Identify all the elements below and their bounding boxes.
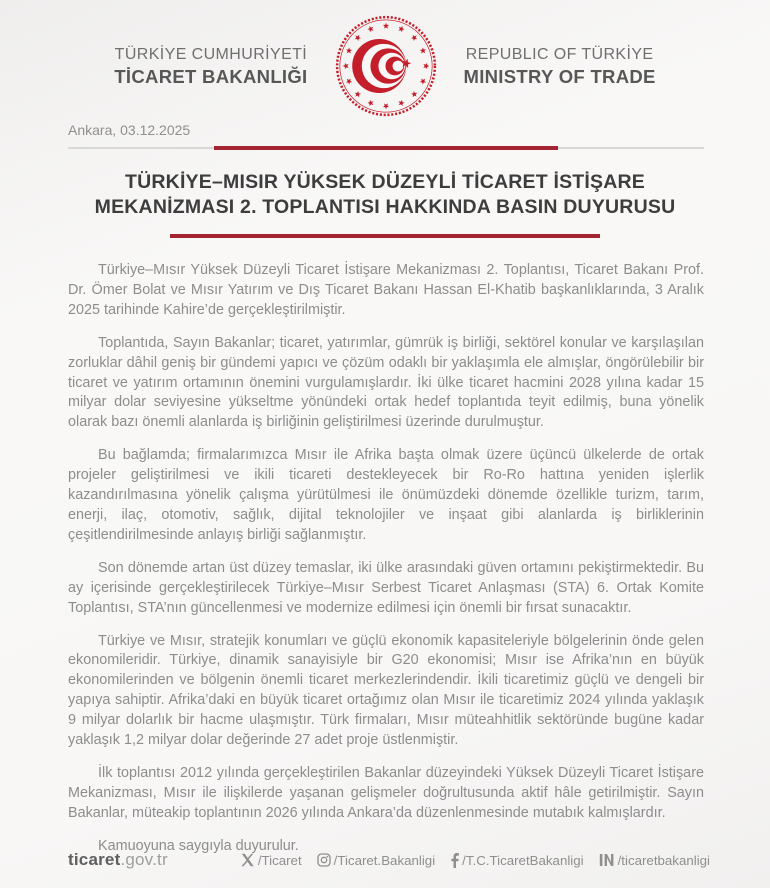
ministry-of-trade-emblem-icon [334, 14, 438, 118]
org-name-en-line2: MINISTRY OF TRADE [463, 66, 656, 87]
header-divider-red [214, 146, 558, 150]
header [0, 0, 770, 118]
facebook-icon [450, 853, 459, 868]
press-release-body [68, 261, 704, 857]
social-link-nsosyal[interactable] [599, 853, 710, 868]
social-link-x[interactable] [241, 853, 302, 868]
org-name-turkish [114, 44, 307, 88]
paragraph: Son dönemde artan üst düzey temaslar, iki ülke arasındaki güven ortamını pekiştirmektedir. Bu ay içerisinde gerçekleştirilecek Türkiye–Mısır Serbest Ticaret Anlaşması (STA) 6. Ortak Komite Toplantısı, STA’nın güncellenmesi ve modernize edilmesi için önemli bir fırsat sunacaktır. [68, 559, 704, 616]
x-icon [241, 853, 255, 867]
dateline: Ankara, 03.12.2025 [68, 122, 191, 138]
title-underline-rule [170, 234, 600, 238]
page-title-line2: MEKANİZMASI 2. TOPLANTISI HAKKINDA BASIN DUYURUSU [94, 195, 676, 218]
social-link-instagram[interactable] [317, 853, 436, 868]
social-handle: /ticaretbakanligi [617, 852, 710, 868]
instagram-icon [317, 853, 331, 867]
org-name-tr-line1: TÜRKİYE CUMHURİYETİ [114, 46, 308, 63]
paragraph: İlk toplantısı 2012 yılında gerçekleştirilen Bakanlar düzeyindeki Yüksek Düzeyli Ticaret İstişare Mekanizması, Mısır ile ilişkilerde yaşanan gelişmeler doğrultusunda aktif hâle getirilmiştir. Sayın Bakanlar, müteakip toplantının 2026 yılında Ankara’da düzenlenmesinde mutabık kalmışlardır. [68, 764, 704, 821]
page-title-line1: TÜRKİYE–MISIR YÜKSEK DÜZEYLİ TİCARET İSTİŞARE [124, 171, 646, 193]
social-links [241, 853, 710, 868]
website-bold-part: ticaret [68, 850, 121, 869]
social-handle: /Ticaret.Bakanligi [333, 852, 436, 868]
org-name-english [464, 44, 656, 88]
social-handle: /T.C.TicaretBakanligi [462, 852, 584, 868]
website-rest-part: .gov.tr [120, 850, 168, 869]
org-name-tr-line2: TİCARET BAKANLIĞI [114, 66, 308, 87]
paragraph: Bu bağlamda; firmalarımızca Mısır ile Afrika başta olmak üzere üçüncü ülkelerde de ortak projeler geliştirilmesi ve ikili ticareti destekleyecek bir Ro-Ro hattına yeniden işlerlik kazandırılmasına yönelik çalışma yürütülmesi ile önümüzdeki dönemde özellikle turizm, tarım, enerji, ilaç, otomotiv, sağlık, dijital teknolojiler ve inşaat gibi alanlarda iş birliklerinin çeşitlendirilmesinde anlayış birliği sağlanmıştır. [68, 447, 704, 543]
paragraph: Türkiye ve Mısır, stratejik konumları ve güçlü ekonomik kapasiteleriyle bölgelerinin önde gelen ekonomileridir. Türkiye, dinamik sanayisiyle bir G20 ekonomisi; Mısır ise Afrika’nın en büyük ekonomilerinden ve bölgenin önemli ticaret merkezlerindendir. İkili ticaretimiz güçlü ve dengeli bir yapıya sahiptir. Afrika’daki en büyük ticaret ortağımız olan Mısır ile ticaretimiz 2024 yılında yaklaşık 9 milyar dolarlık bir hacme ulaşmıştır. Türk firmaları, Mısır müteahhitlik sektöründe bugüne kadar yaklaşık 1,2 milyar dolar değerinde 27 adet proje üstlenmiştir. [68, 632, 704, 749]
website-link[interactable] [68, 850, 168, 870]
nsosyal-icon [599, 853, 615, 867]
paragraph: Türkiye–Mısır Yüksek Düzeyli Ticaret İstişare Mekanizması 2. Toplantısı, Ticaret Bakanı Prof. Dr. Ömer Bolat ve Mısır Yatırım ve Dış Ticaret Bakanı Hassan El-Khatib başkanlıklarında, 3 Aralık 2025 tarihinde Kahire’de gerçekleştirilmiştir. [68, 262, 704, 318]
header-divider [68, 145, 704, 150]
footer [68, 850, 710, 870]
closing-line: Kamuoyuna saygıyla duyurulur. [98, 837, 299, 854]
social-handle: /Ticaret [257, 852, 302, 868]
paragraph: Toplantıda, Sayın Bakanlar; ticaret, yatırımlar, gümrük iş birliği, sektörel konular ve karşılaşılan zorluklar dâhil geniş bir gündemi yapıcı ve çözüm odaklı bir yaklaşımla ele almışlar, öngörülebilir bir ticaret ve yatırım ortamının önemini vurgulamışlardır. İki ülke ticaret hacmini 2028 yılına kadar 15 milyar dolar seviyesine yükseltme yönündeki ortak hedef toplantıda teyit edilmiş, buna yönelik olarak bazı önemli alanlarda iş birliğinin geliştirilmesi üzerinde durulmuştur. [68, 334, 704, 431]
org-name-en-line1: REPUBLIC OF TÜRKİYE [465, 46, 654, 63]
social-link-facebook[interactable] [450, 853, 583, 868]
page-title [40, 170, 730, 219]
crescent-spiral [352, 39, 406, 93]
